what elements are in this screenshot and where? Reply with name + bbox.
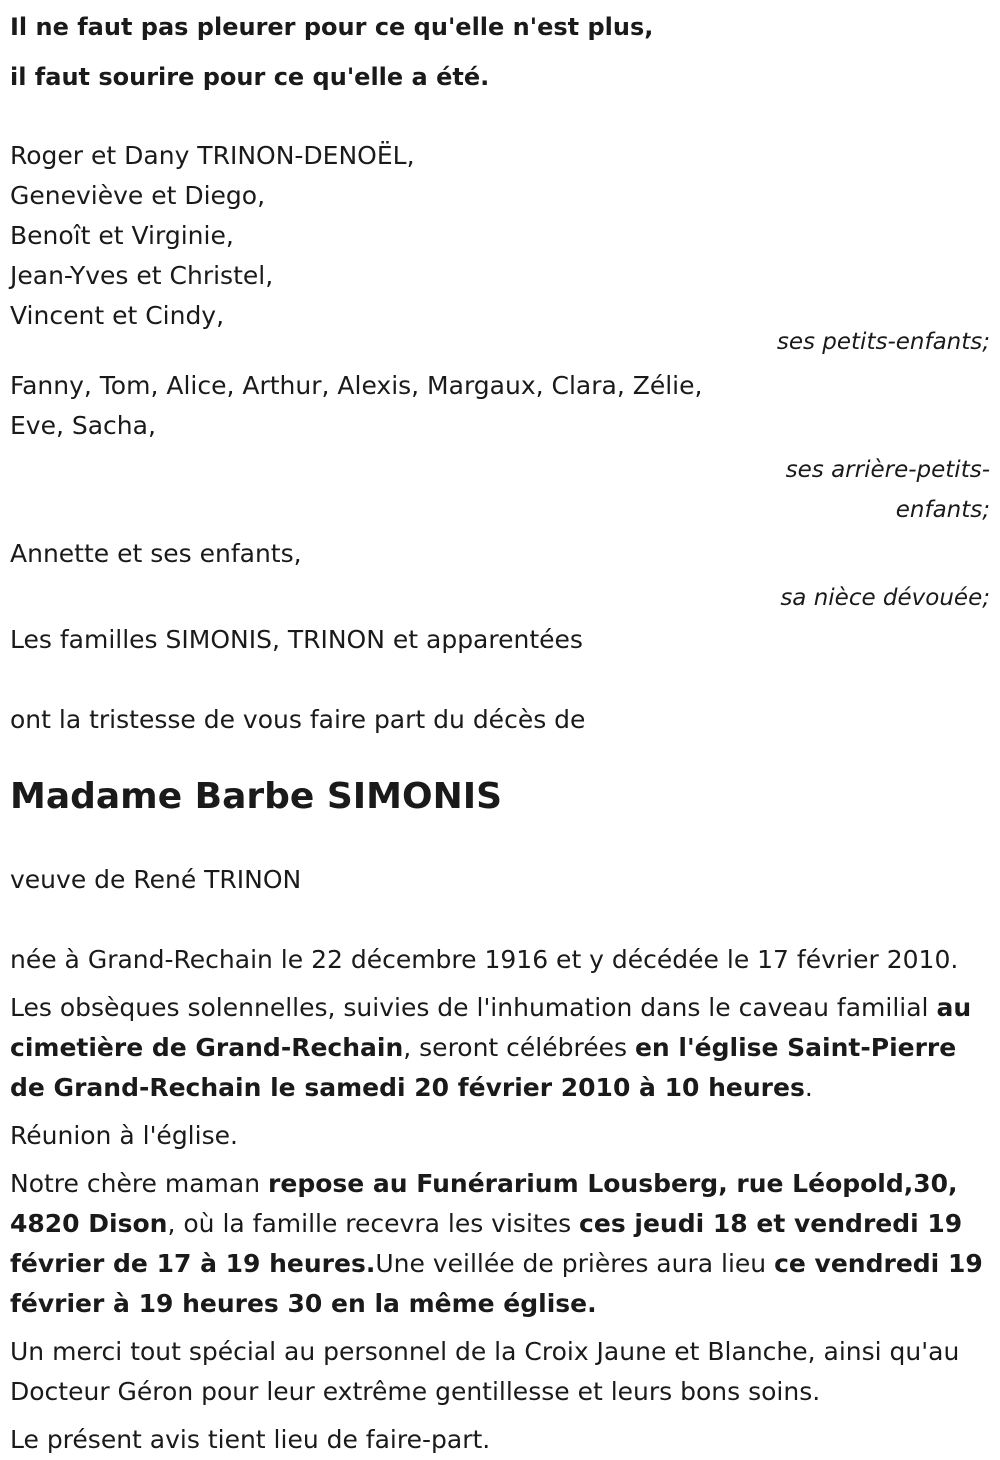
announcement: ont la tristesse de vous faire part du décès de [10, 705, 586, 734]
funeral-text: Les obsèques solennelles, suivies de l'inhumation dans le caveau familial [10, 993, 937, 1022]
deceased-name: Madame Barbe SIMONIS [10, 776, 503, 817]
closing: Le présent avis tient lieu de faire-part. [10, 1425, 491, 1454]
grandchild-name: Vincent et Cindy, [10, 301, 225, 330]
families: Les familles SIMONIS, TRINON et apparentées [10, 625, 583, 654]
widow-of: veuve de René TRINON [10, 865, 302, 894]
visitation-funeral-home: repose au Funérarium Lousberg, rue Léopold,30, 4820 Dison [10, 1169, 958, 1238]
great-grandchild-names: Eve, Sacha, [10, 411, 156, 440]
obituary-notice [0, 2, 1000, 1460]
funeral-text: . [804, 1073, 813, 1102]
birth-death: née à Grand-Rechain le 22 décembre 1916 et y décédée le 17 février 2010. [10, 945, 959, 974]
epigraph-line-1: Il ne faut pas pleurer pour ce qu'elle n'est plus, [10, 13, 654, 41]
great-grandchildren-role-line-1: ses arrière-petits- [785, 457, 990, 483]
funeral-paragraph [10, 988, 990, 1108]
funeral-text: , seront célébrées [403, 1033, 635, 1062]
epigraph-line-2: il faut sourire pour ce qu'elle a été. [10, 63, 490, 91]
visitation-hours: ces jeudi 18 et vendredi 19 février de 17 à 19 heures. [10, 1209, 963, 1278]
grandchild-name: Geneviève et Diego, [10, 181, 266, 210]
great-grandchild-names: Fanny, Tom, Alice, Arthur, Alexis, Margaux, Clara, Zélie, [10, 371, 703, 400]
niece-name: Annette et ses enfants, [10, 539, 302, 568]
grandchild-name: Roger et Dany TRINON-DENOËL, [10, 141, 415, 170]
visitation-text: Notre chère maman [10, 1169, 269, 1198]
great-grandchildren-role-line-2: enfants; [895, 497, 990, 523]
grandchild-name: Jean-Yves et Christel, [10, 261, 274, 290]
grandchildren-role: ses petits-enfants; [776, 329, 990, 355]
grandchild-name: Benoît et Virginie, [10, 221, 234, 250]
great-grandchildren-list [10, 366, 990, 446]
epigraph [10, 2, 990, 102]
funeral-church-date: en l'église Saint-Pierre de Grand-Rechain le samedi 20 février 2010 à 10 heures [10, 1033, 957, 1102]
visitation-paragraph [10, 1164, 990, 1324]
visitation-text: Une veillée de prières aura lieu [375, 1249, 775, 1278]
vigil-details: ce vendredi 19 février à 19 heures 30 en la même église. [10, 1249, 983, 1318]
niece-role: sa nièce dévouée; [780, 585, 990, 611]
reunion: Réunion à l'église. [10, 1121, 238, 1150]
thanks: Un merci tout spécial au personnel de la Croix Jaune et Blanche, ainsi qu'au Docteur Géron pour leur extrême gentillesse et leurs bons soins. [10, 1337, 960, 1406]
great-grandchildren-role [750, 450, 990, 530]
visitation-text: , où la famille recevra les visites [167, 1209, 580, 1238]
grandchildren-list [10, 136, 990, 336]
funeral-cemetery: au cimetière de Grand-Rechain [10, 993, 972, 1062]
